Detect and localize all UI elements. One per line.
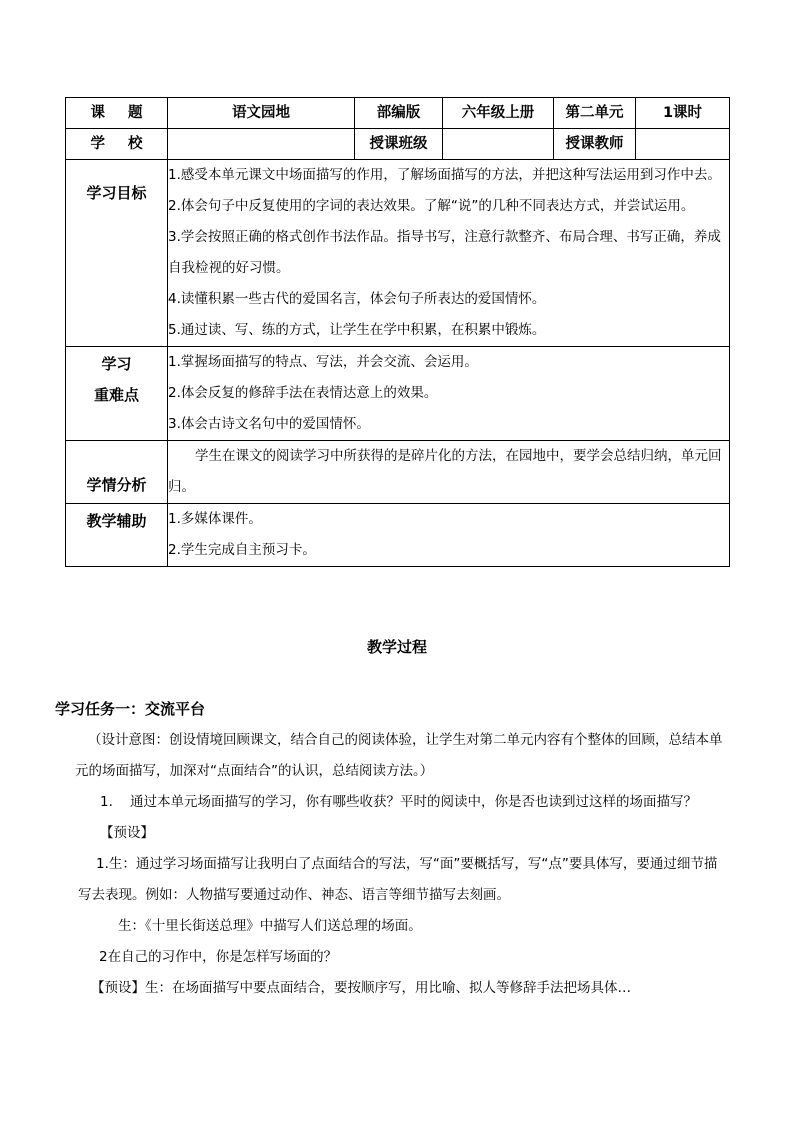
- class-label: 授课班级: [355, 129, 443, 160]
- unit-value: 第二单元: [554, 98, 636, 129]
- table-row: [66, 98, 730, 129]
- teacher-label: 授课教师: [554, 129, 636, 160]
- analysis-label: 学情分析: [66, 441, 168, 504]
- aid-item: 2.学生完成自主预习卡。: [168, 542, 316, 558]
- key-point-item: 3.体会古诗文名句中的爱国情怀。: [168, 416, 370, 432]
- table-row: [66, 347, 730, 441]
- preset-label: 【预设】: [100, 825, 154, 841]
- goal-item: 1.感受本单元课文中场面描写的作用，了解场面描写的方法，并把这种写法运用到习作中去。: [168, 167, 721, 183]
- design-intent: （设计意图：创设情境回顾课文，结合自己的阅读体验，让学生对第二单元内容有个整体的回顾，总结本单元的场面描写，加深对“点面结合”的认识，总结阅读方法。）: [75, 732, 723, 779]
- goals-content: [168, 160, 730, 347]
- topic-label: 课 题: [66, 98, 168, 129]
- preset-2-text: 生：在场面描写中要点面结合，要按顺序写，用比喻、拟人等修辞手法把场具体…: [145, 980, 631, 996]
- goals-label: 学习目标: [66, 160, 168, 347]
- lesson-info-table: [65, 97, 730, 567]
- process-body: [55, 694, 728, 1004]
- period-value: 1课时: [636, 98, 730, 129]
- answer-2: 生：《十里长街送总理》中描写人们送总理的场面。: [118, 918, 422, 934]
- teacher-value: [636, 129, 730, 160]
- question-2: 2在自己的习作中，你是怎样写场面的？: [99, 949, 338, 965]
- table-row: [66, 441, 730, 504]
- class-value: [443, 129, 554, 160]
- key-point-item: 2.体会反复的修辞手法在表情达意上的效果。: [168, 385, 438, 401]
- table-row: [66, 504, 730, 567]
- question-1: [78, 787, 728, 818]
- aids-label: 教学辅助: [66, 504, 168, 567]
- goal-item: 4.读懂积累一些古代的爱国名言，体会句子所表达的爱国情怀。: [168, 291, 546, 307]
- goal-item: 2.体会句子中反复使用的字词的表达效果。了解“说”的几种不同表达方式，并尝试运用。: [168, 198, 695, 214]
- aids-content: [168, 504, 730, 567]
- question-1-number: 1.: [100, 794, 113, 810]
- key-points-content: [168, 347, 730, 441]
- question-1-text: 通过本单元场面描写的学习，你有哪些收获？平时的阅读中，你是否也读到过这样的场面描写？: [130, 794, 697, 810]
- topic-value: 语文园地: [168, 98, 355, 129]
- preset-2: [78, 973, 728, 1004]
- process-title: 教学过程: [366, 638, 427, 656]
- aid-item: 1.多媒体课件。: [168, 511, 262, 527]
- goal-item: 5.通过读、写、练的方式，让学生在学中积累，在积累中锻炼。: [168, 322, 546, 338]
- key-point-item: 1.掌握场面描写的特点、写法，并会交流、会运用。: [168, 354, 478, 370]
- goal-item: 3.学会按照正确的格式创作书法作品。指导书写，注意行款整齐、布局合理、书写正确，养成自我检视的好习惯。: [168, 229, 721, 276]
- school-label: 学 校: [66, 129, 168, 160]
- table-row: [66, 129, 730, 160]
- table-row: [66, 160, 730, 347]
- key-points-label: 学习 重难点: [66, 347, 168, 441]
- grade-value: 六年级上册: [443, 98, 554, 129]
- task-heading: 学习任务一：交流平台: [55, 700, 206, 718]
- analysis-content: [168, 441, 730, 504]
- preset-2-label: 【预设】: [91, 980, 145, 996]
- school-value: [168, 129, 355, 160]
- edition-value: 部编版: [355, 98, 443, 129]
- analysis-text: 学生在课文的阅读学习中所获得的是碎片化的方法，在园地中，要学会总结归纳，单元回归。: [168, 448, 722, 495]
- answer-1: 1.生：通过学习场面描写让我明白了点面结合的写法，写“面”要概括写，写“点”要具体写，要通过细节描写去表现。例如：人物描写要通过动作、神态、语言等细节描写去刻画。: [78, 856, 718, 903]
